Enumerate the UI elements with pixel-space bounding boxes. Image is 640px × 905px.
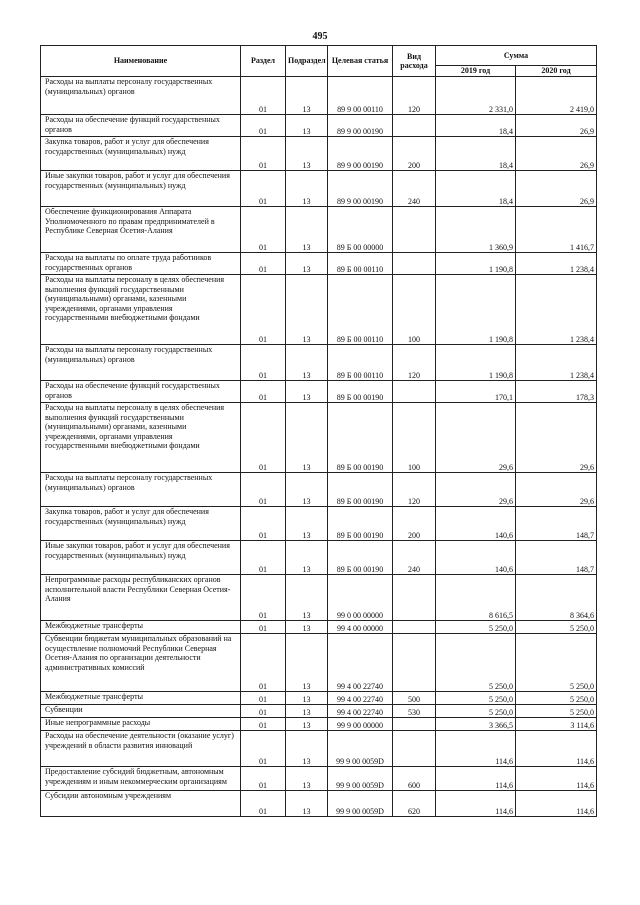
table-row (41, 791, 597, 817)
row-type: 240 (393, 171, 436, 207)
row-subsection: 13 (286, 718, 328, 731)
table-body (41, 77, 597, 817)
row-value-2019: 5 250,0 (436, 705, 516, 718)
row-subsection: 13 (286, 345, 328, 381)
row-target: 99 4 00 22740 (328, 692, 393, 705)
row-target: 89 Б 00 00190 (328, 403, 393, 473)
row-value-2019: 1 190,8 (436, 345, 516, 381)
row-subsection: 13 (286, 767, 328, 791)
row-subsection: 13 (286, 541, 328, 575)
row-value-2020: 8 364,6 (516, 575, 597, 621)
row-value-2019: 3 366,5 (436, 718, 516, 731)
row-target: 99 9 00 0059D (328, 731, 393, 767)
row-value-2019: 5 250,0 (436, 634, 516, 692)
row-name: Иные закупки товаров, работ и услуг для обеспечения государственных (муниципальных) нужд (41, 541, 241, 575)
row-name: Расходы на обеспечение функций государственных органов (41, 115, 241, 137)
table-row (41, 767, 597, 791)
row-type: 240 (393, 541, 436, 575)
row-section: 01 (241, 207, 286, 253)
row-section: 01 (241, 77, 286, 115)
row-target: 89 Б 00 00190 (328, 507, 393, 541)
row-value-2020: 29,6 (516, 473, 597, 507)
header-target: Целевая статья (328, 46, 393, 77)
row-type (393, 253, 436, 275)
table-row (41, 705, 597, 718)
table-row (41, 575, 597, 621)
row-section: 01 (241, 541, 286, 575)
row-target: 89 9 00 00110 (328, 77, 393, 115)
table-header (41, 46, 597, 77)
row-section: 01 (241, 507, 286, 541)
row-type: 120 (393, 473, 436, 507)
row-type: 620 (393, 791, 436, 817)
row-value-2019: 1 190,8 (436, 275, 516, 345)
row-value-2020: 1 416,7 (516, 207, 597, 253)
row-value-2019: 114,6 (436, 791, 516, 817)
row-value-2019: 2 331,0 (436, 77, 516, 115)
row-name: Межбюджетные трансферты (41, 692, 241, 705)
row-subsection: 13 (286, 207, 328, 253)
table-row (41, 541, 597, 575)
row-value-2020: 1 238,4 (516, 275, 597, 345)
row-name: Расходы на выплаты персоналу в целях обеспечения выполнения функций государственными (муниципальными) органами, казенными учреждениями, органами управления государственными внебюджетными фондами (41, 403, 241, 473)
table-row (41, 275, 597, 345)
table-row (41, 692, 597, 705)
row-value-2019: 29,6 (436, 473, 516, 507)
row-type: 120 (393, 77, 436, 115)
row-value-2020: 114,6 (516, 731, 597, 767)
row-section: 01 (241, 634, 286, 692)
row-value-2020: 5 250,0 (516, 705, 597, 718)
row-target: 99 4 00 00000 (328, 621, 393, 634)
row-value-2020: 5 250,0 (516, 692, 597, 705)
row-name: Закупка товаров, работ и услуг для обеспечения государственных (муниципальных) нужд (41, 507, 241, 541)
row-subsection: 13 (286, 705, 328, 718)
row-target: 89 9 00 00190 (328, 115, 393, 137)
page-number: 495 (312, 31, 328, 42)
row-value-2019: 18,4 (436, 171, 516, 207)
row-section: 01 (241, 692, 286, 705)
row-value-2019: 18,4 (436, 137, 516, 171)
row-value-2020: 26,9 (516, 115, 597, 137)
row-name: Иные непрограммные расходы (41, 718, 241, 731)
row-name: Расходы на обеспечение деятельности (оказание услуг) учреждений в области развития инноваций (41, 731, 241, 767)
row-section: 01 (241, 137, 286, 171)
row-subsection: 13 (286, 621, 328, 634)
row-value-2019: 29,6 (436, 403, 516, 473)
row-target: 89 Б 00 00190 (328, 381, 393, 403)
row-section: 01 (241, 115, 286, 137)
row-name: Обеспечение функционирования Аппарата Уполномоченного по правам предпринимателей в Республике Северная Осетия-Алания (41, 207, 241, 253)
row-value-2019: 1 190,8 (436, 253, 516, 275)
table-row (41, 207, 597, 253)
header-section: Раздел (241, 46, 286, 77)
row-type (393, 115, 436, 137)
row-value-2020: 3 114,6 (516, 718, 597, 731)
header-subsection: Подраздел (286, 46, 328, 77)
row-section: 01 (241, 473, 286, 507)
row-name: Субсидии автономным учреждениям (41, 791, 241, 817)
row-value-2019: 8 616,5 (436, 575, 516, 621)
row-target: 99 4 00 22740 (328, 634, 393, 692)
row-name: Межбюджетные трансферты (41, 621, 241, 634)
row-name: Закупка товаров, работ и услуг для обеспечения государственных (муниципальных) нужд (41, 137, 241, 171)
row-target: 89 Б 00 00000 (328, 207, 393, 253)
row-section: 01 (241, 705, 286, 718)
row-name: Расходы на выплаты персоналу государственных (муниципальных) органов (41, 77, 241, 115)
table-row (41, 137, 597, 171)
row-type (393, 575, 436, 621)
table-row (41, 621, 597, 634)
row-value-2019: 1 360,9 (436, 207, 516, 253)
row-value-2020: 114,6 (516, 767, 597, 791)
row-value-2020: 1 238,4 (516, 253, 597, 275)
row-value-2020: 5 250,0 (516, 621, 597, 634)
row-section: 01 (241, 575, 286, 621)
table-row (41, 381, 597, 403)
row-target: 89 Б 00 00190 (328, 541, 393, 575)
table-row (41, 171, 597, 207)
table-row (41, 473, 597, 507)
row-value-2019: 140,6 (436, 507, 516, 541)
row-target: 89 Б 00 00110 (328, 275, 393, 345)
row-target: 89 Б 00 00110 (328, 345, 393, 381)
row-type (393, 634, 436, 692)
table-row (41, 77, 597, 115)
row-name: Расходы на выплаты персоналу в целях обеспечения выполнения функций государственными (муниципальными) органами, казенными учреждениями, органами управления государственными внебюджетными фондами (41, 275, 241, 345)
row-name: Непрограммные расходы республиканских органов исполнительной власти Республики Северная Осетия-Алания (41, 575, 241, 621)
row-target: 99 0 00 00000 (328, 575, 393, 621)
table-row (41, 718, 597, 731)
row-section: 01 (241, 621, 286, 634)
row-value-2019: 170,1 (436, 381, 516, 403)
row-type (393, 381, 436, 403)
row-subsection: 13 (286, 473, 328, 507)
row-name: Иные закупки товаров, работ и услуг для обеспечения государственных (муниципальных) нужд (41, 171, 241, 207)
row-value-2020: 5 250,0 (516, 634, 597, 692)
row-subsection: 13 (286, 634, 328, 692)
row-type: 200 (393, 507, 436, 541)
table-row (41, 345, 597, 381)
row-section: 01 (241, 718, 286, 731)
row-name: Субвенции бюджетам муниципальных образований на осуществление полномочий Республики Северная Осетия-Алания по организации деятельности административных комиссий (41, 634, 241, 692)
row-value-2020: 178,3 (516, 381, 597, 403)
row-type (393, 718, 436, 731)
row-section: 01 (241, 253, 286, 275)
header-type: Вид расхода (393, 46, 436, 77)
table-row (41, 253, 597, 275)
row-name: Расходы на обеспечение функций государственных органов (41, 381, 241, 403)
row-type: 500 (393, 692, 436, 705)
row-value-2020: 1 238,4 (516, 345, 597, 381)
row-subsection: 13 (286, 507, 328, 541)
row-section: 01 (241, 381, 286, 403)
row-type (393, 621, 436, 634)
row-name: Расходы на выплаты персоналу государственных (муниципальных) органов (41, 473, 241, 507)
row-type: 200 (393, 137, 436, 171)
row-value-2019: 140,6 (436, 541, 516, 575)
row-target: 99 9 00 0059D (328, 791, 393, 817)
row-section: 01 (241, 345, 286, 381)
row-subsection: 13 (286, 171, 328, 207)
row-target: 89 9 00 00190 (328, 137, 393, 171)
row-target: 89 Б 00 00190 (328, 473, 393, 507)
row-section: 01 (241, 791, 286, 817)
row-subsection: 13 (286, 692, 328, 705)
row-type (393, 731, 436, 767)
row-name: Расходы на выплаты персоналу государственных (муниципальных) органов (41, 345, 241, 381)
row-value-2020: 26,9 (516, 137, 597, 171)
row-subsection: 13 (286, 275, 328, 345)
row-section: 01 (241, 731, 286, 767)
table-row (41, 731, 597, 767)
row-value-2020: 26,9 (516, 171, 597, 207)
row-subsection: 13 (286, 731, 328, 767)
row-target: 89 9 00 00190 (328, 171, 393, 207)
row-name: Предоставление субсидий бюджетным, автономным учреждениям и иным некоммерческим организациям (41, 767, 241, 791)
row-subsection: 13 (286, 403, 328, 473)
row-subsection: 13 (286, 575, 328, 621)
header-2019: 2019 год (436, 66, 516, 77)
row-value-2020: 29,6 (516, 403, 597, 473)
header-2020: 2020 год (516, 66, 597, 77)
row-subsection: 13 (286, 381, 328, 403)
table-row (41, 634, 597, 692)
row-value-2019: 114,6 (436, 731, 516, 767)
row-target: 99 4 00 22740 (328, 705, 393, 718)
row-subsection: 13 (286, 253, 328, 275)
header-name: Наименование (41, 46, 241, 77)
row-value-2020: 148,7 (516, 507, 597, 541)
row-type: 600 (393, 767, 436, 791)
row-name: Расходы на выплаты по оплате труда работников государственных органов (41, 253, 241, 275)
row-target: 99 9 00 0059D (328, 767, 393, 791)
row-section: 01 (241, 171, 286, 207)
table-row (41, 403, 597, 473)
row-subsection: 13 (286, 137, 328, 171)
row-subsection: 13 (286, 77, 328, 115)
row-target: 89 Б 00 00110 (328, 253, 393, 275)
table-row (41, 507, 597, 541)
header-sum: Сумма (436, 46, 597, 66)
row-value-2020: 114,6 (516, 791, 597, 817)
table-row (41, 115, 597, 137)
row-value-2019: 114,6 (436, 767, 516, 791)
row-type: 100 (393, 275, 436, 345)
row-value-2020: 2 419,0 (516, 77, 597, 115)
row-name: Субвенции (41, 705, 241, 718)
row-subsection: 13 (286, 115, 328, 137)
row-type: 100 (393, 403, 436, 473)
row-value-2019: 18,4 (436, 115, 516, 137)
row-type: 120 (393, 345, 436, 381)
row-subsection: 13 (286, 791, 328, 817)
row-section: 01 (241, 275, 286, 345)
row-section: 01 (241, 403, 286, 473)
row-type (393, 207, 436, 253)
row-type: 530 (393, 705, 436, 718)
row-value-2019: 5 250,0 (436, 692, 516, 705)
row-section: 01 (241, 767, 286, 791)
row-target: 99 9 00 00000 (328, 718, 393, 731)
budget-table (40, 45, 597, 817)
row-value-2020: 148,7 (516, 541, 597, 575)
row-value-2019: 5 250,0 (436, 621, 516, 634)
